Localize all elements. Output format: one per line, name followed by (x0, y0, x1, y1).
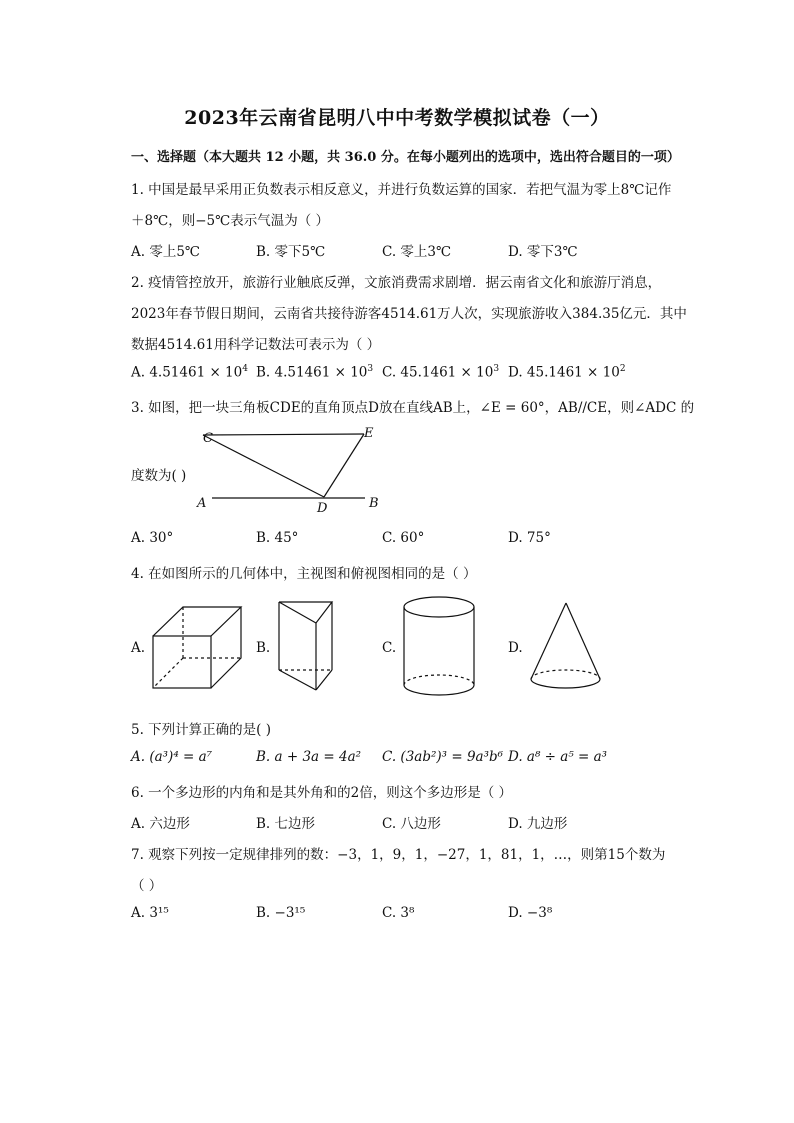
label-b: B (369, 496, 379, 511)
q2-option-a-exp: 4 (242, 364, 248, 374)
cone-base-front (531, 679, 600, 688)
q3-option-a: A. 30° (131, 530, 174, 546)
prism-figure (272, 598, 342, 696)
q5-option-a: A. (a³)⁴ = a⁷ (131, 749, 213, 765)
section-heading: 一、选择题（本大题共 12 小题，共 36.0 分。在每小题列出的选项中，选出符合题目的一项） (131, 150, 680, 165)
cube-right-edges (211, 607, 241, 688)
prism-top-face (279, 602, 332, 623)
page-title: 2023年云南省昆明八中中考数学模拟试卷（一） (184, 107, 610, 129)
q1-option-d: D. 零下3℃ (508, 244, 578, 260)
edge-cd (203, 435, 324, 497)
cylinder-bottom-front (404, 685, 474, 695)
q2-line2: 2023年春节假日期间，云南省共接待游客4514.61万人次，实现旅游收入384.35亿元．其中 (131, 306, 687, 322)
q5-line1: 5. 下列计算正确的是( ) (131, 722, 271, 738)
cylinder-bottom-back (404, 675, 474, 685)
q6-option-a: A. 六边形 (131, 816, 190, 832)
q2-option-a-text: A. 4.51461 × 10 (131, 364, 243, 381)
q2-option-b-exp: 3 (367, 364, 374, 374)
label-c: C (203, 431, 213, 446)
edge-ce (203, 434, 364, 435)
q4-line1: 4. 在如图所示的几何体中，主视图和俯视图相同的是（ ） (131, 566, 477, 582)
q2-line3: 数据4514.61用科学记数法可表示为（ ） (131, 337, 381, 353)
cube-hidden-diagonal (153, 658, 183, 688)
q2-option-a (131, 364, 248, 381)
q7-line2: （ ） (131, 878, 163, 894)
q2-option-b-text: B. 4.51461 × 10 (256, 364, 368, 381)
cone-base-back (531, 670, 600, 679)
q5-option-b: B. a + 3a = 4a² (256, 749, 362, 765)
q3-triangle-figure (190, 420, 390, 520)
cone-figure (526, 600, 606, 696)
cylinder-figure (400, 594, 480, 700)
q6-option-d: D. 九边形 (508, 816, 568, 832)
label-d: D (317, 501, 328, 516)
q2-option-c-exp: 3 (493, 364, 500, 374)
q4-option-d: D. (508, 640, 523, 656)
q3-line2: 度数为( ) (131, 468, 187, 484)
cube-front-face (153, 636, 211, 688)
q4-option-a: A. (131, 640, 146, 656)
q2-option-b (256, 364, 373, 381)
q6-line1: 6. 一个多边形的内角和是其外角和的2倍，则这个多边形是（ ） (131, 785, 513, 801)
q7-line1: 7. 观察下列按一定规律排列的数：−3，1，9，1，−27，1，81，1，…，则第15个数为 (131, 847, 666, 863)
q5-option-c: C. (3ab²)³ = 9a³b⁶ (382, 749, 504, 765)
q6-option-c: C. 八边形 (382, 816, 441, 832)
q4-option-b: B. (256, 640, 271, 656)
q4-option-c: C. (382, 640, 397, 656)
prism-bottom-right (316, 670, 332, 690)
label-e: E (364, 426, 374, 441)
q2-option-d-exp: 2 (619, 364, 626, 374)
edge-ed (324, 434, 364, 497)
q1-line2: ＋8℃，则−5℃表示气温为（ ） (131, 213, 329, 229)
cone-right-side (566, 603, 600, 679)
q1-option-a: A. 零上5℃ (131, 244, 201, 260)
q7-option-a: A. 3¹⁵ (131, 905, 169, 921)
label-a: A (197, 496, 207, 511)
q1-line1: 1. 中国是最早采用正负数表示相反意义，并进行负数运算的国家．若把气温为零上8℃记作 (131, 182, 672, 198)
prism-bottom-left (279, 670, 316, 690)
q6-option-b: B. 七边形 (256, 816, 316, 832)
q3-option-b: B. 45° (256, 530, 299, 546)
q5-option-d: D. a⁸ ÷ a⁵ = a³ (508, 749, 608, 765)
q2-option-c (382, 364, 499, 381)
cone-left-side (531, 603, 566, 679)
q7-option-b: B. −3¹⁵ (256, 905, 306, 921)
q7-option-d: D. −3⁸ (508, 905, 553, 921)
q2-option-c-text: C. 45.1461 × 10 (382, 364, 494, 381)
q1-option-b: B. 零下5℃ (256, 244, 326, 260)
q3-line1: 3. 如图，把一块三角板CDE的直角顶点D放在直线AB上，∠E = 60°，AB//CE，则∠ADC 的 (131, 400, 695, 416)
q3-option-d: D. 75° (508, 530, 551, 546)
q2-option-d (508, 364, 626, 381)
q1-option-c: C. 零上3℃ (382, 244, 452, 260)
q7-option-c: C. 3⁸ (382, 905, 415, 921)
q2-line1: 2. 疫情管控放开，旅游行业触底反弹，文旅消费需求剧增．据云南省文化和旅游厅消息， (131, 275, 662, 291)
cube-figure (148, 600, 248, 695)
cube-top-face (153, 607, 241, 636)
cylinder-top (404, 597, 474, 617)
q2-option-d-text: D. 45.1461 × 10 (508, 364, 620, 381)
q3-option-c: C. 60° (382, 530, 425, 546)
